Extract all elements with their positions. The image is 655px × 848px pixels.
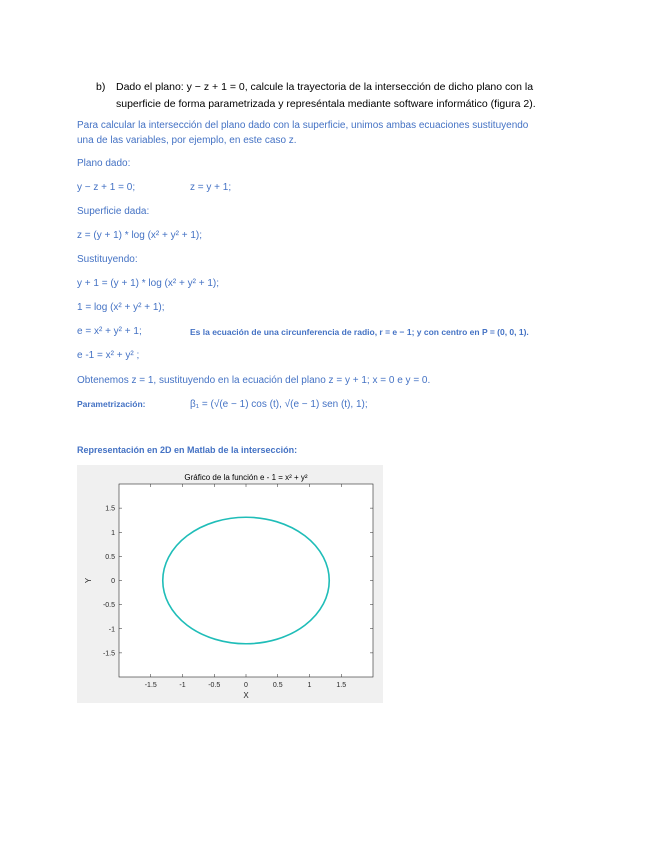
x-tick-label: -0.5: [208, 682, 221, 689]
x-tick-label: 1.5: [336, 682, 347, 689]
subst-label: Sustituyendo:: [77, 254, 138, 265]
subst-eq-3: e = x² + y² + 1;: [77, 326, 142, 337]
intro-paragraph: [77, 118, 577, 148]
subst-note: Es la ecuación de una circunferencia de radio, r = e − 1; y con centro en P = (0, 0, 1).: [190, 327, 529, 337]
plane-label: Plano dado:: [77, 158, 131, 169]
plane-eq-2: z = y + 1;: [190, 182, 232, 193]
x-tick-label: -1.5: [144, 682, 157, 689]
x-tick-label: -1: [179, 682, 186, 689]
plot-area: [119, 484, 373, 677]
plot-caption: Representación en 2D en Matlab de la intersección:: [77, 445, 298, 455]
y-axis-label: Y: [84, 577, 93, 584]
x-tick-label: 0: [244, 682, 248, 689]
subst-row: [77, 326, 577, 337]
y-tick-label: -1.5: [102, 650, 115, 658]
x-tick-label: 1: [307, 682, 312, 689]
intro-line-2: una de las variables, por ejemplo, en este caso z.: [77, 135, 297, 146]
intro-line-1: Para calcular la intersección del plano dado con la superficie, unimos ambas ecuaciones sustituyendo: [77, 120, 529, 131]
x-axis-label: X: [243, 691, 249, 700]
y-tick-label: 0: [111, 578, 115, 585]
obtain-text: Obtenemos z = 1, sustituyendo en la ecuación del plano z = y + 1; x = 0 e y = 0.: [77, 375, 431, 386]
y-tick-label: 1.5: [105, 505, 115, 513]
param-eq: β₁ = (√(e − 1) cos (t), √(e − 1) sen (t), 1);: [190, 399, 368, 410]
surface-eq: z = (y + 1) * log (x² + y² + 1);: [77, 230, 203, 241]
param-row: [77, 399, 597, 410]
subst-eq-2: 1 = log (x² + y² + 1);: [77, 302, 165, 313]
question-line-1: Dado el plano: y − z + 1 = 0, calcule la trayectoria de la intersección de dicho plano con la: [116, 81, 534, 93]
subst-eq-1: y + 1 = (y + 1) * log (x² + y² + 1);: [77, 278, 219, 289]
question-label: b): [96, 81, 106, 93]
circle-plot: [77, 465, 383, 703]
surface-label: Superficie dada:: [77, 206, 150, 217]
x-tick-label: 0.5: [272, 682, 283, 689]
subst-eq-4: e -1 = x² + y² ;: [77, 350, 140, 361]
y-tick-label: 1: [111, 529, 115, 537]
question-line-2: superficie de forma parametrizada y represéntala mediante software informático (figura 2).: [116, 98, 536, 110]
y-tick-label: 0.5: [105, 553, 115, 561]
param-label: Parametrización:: [77, 399, 146, 409]
matlab-figure: [77, 465, 383, 703]
y-tick-label: -1: [108, 626, 115, 634]
plane-eq-1: y − z + 1 = 0;: [77, 182, 136, 193]
question-b: [96, 79, 590, 113]
y-tick-label: -0.5: [102, 602, 115, 610]
chart-title: Gráfico de la función e - 1 = x² + y²: [184, 473, 308, 482]
plane-equations: [77, 182, 577, 193]
